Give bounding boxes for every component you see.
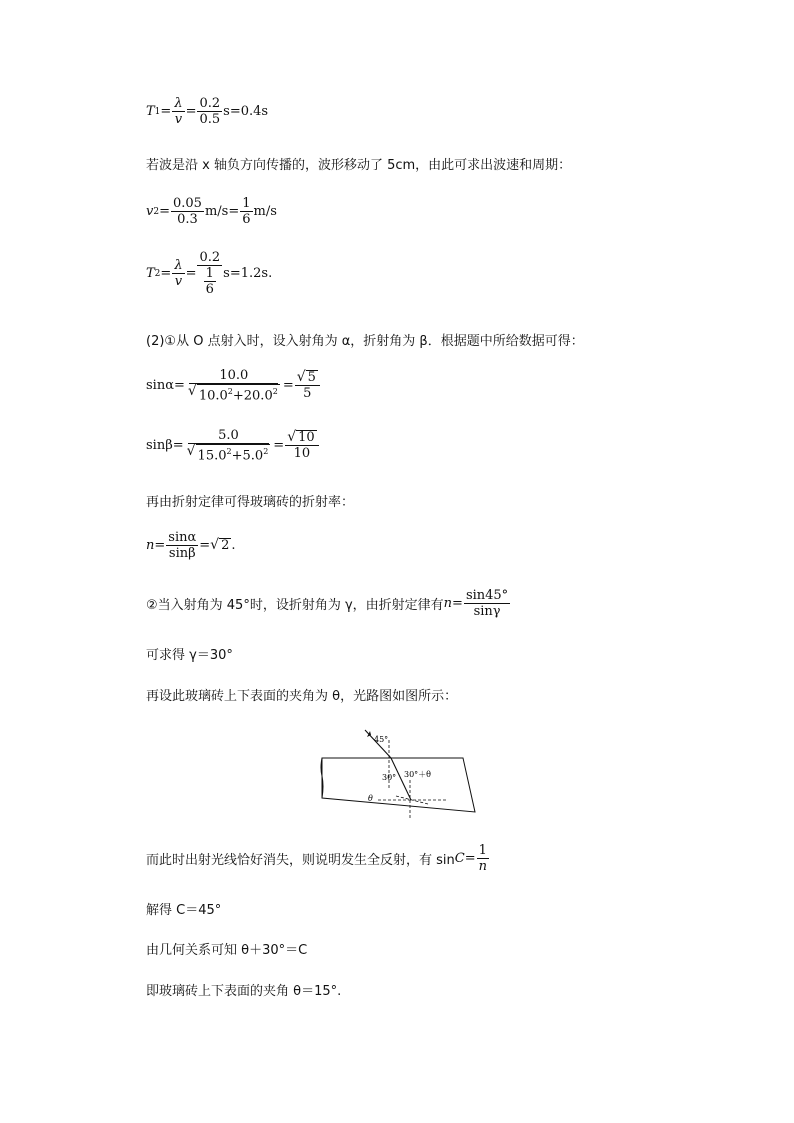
fraction-result	[295, 370, 320, 401]
numerator: λ	[174, 96, 183, 111]
numerator: 0.2	[199, 250, 221, 265]
radicand: 10	[298, 430, 315, 446]
fraction-speed	[171, 196, 204, 227]
result: s=1.2s.	[223, 266, 273, 281]
denominator: 10	[293, 446, 311, 462]
denominator	[186, 384, 282, 403]
equals: =	[160, 266, 172, 281]
equation-T1	[146, 96, 268, 127]
denominator	[201, 266, 219, 297]
numerator: λ	[174, 258, 183, 273]
square-root: √ 2	[210, 537, 230, 553]
fraction-sin45-singamma	[464, 588, 510, 619]
period: .	[231, 538, 236, 553]
exponent: 2	[227, 387, 233, 396]
plus: +	[231, 448, 243, 464]
fraction-one-over-n	[477, 843, 489, 874]
equals: =	[273, 438, 285, 454]
denominator: 6	[205, 282, 214, 297]
numerator: 1	[478, 843, 487, 858]
denominator	[185, 444, 273, 463]
var-T: T	[146, 104, 155, 119]
label-theta: θ	[368, 794, 373, 803]
text-negative-direction: 若波是沿 x 轴负方向传播的，波形移动了 5cm，由此可求出波速和周期：	[146, 158, 572, 173]
fraction-one-sixth	[240, 196, 252, 227]
text-final-answer: 即玻璃砖上下表面的夹角 θ＝15°.	[146, 984, 342, 999]
denominator: 0.3	[177, 212, 198, 227]
fraction-one-sixth	[204, 266, 216, 297]
fraction-nested	[197, 250, 222, 297]
unit: m/s	[253, 204, 277, 219]
fraction-sin-beta	[185, 428, 273, 463]
exponent: 2	[272, 387, 278, 396]
equals: =	[464, 851, 476, 866]
fraction-result	[285, 430, 318, 461]
radicand: 2	[221, 538, 230, 553]
denominator: n	[478, 859, 487, 874]
denominator: 0.5	[199, 112, 221, 127]
fraction-sin-alpha	[186, 368, 282, 403]
text-refraction-law: 再由折射定律可得玻璃砖的折射率：	[146, 495, 355, 510]
equals: =	[199, 538, 211, 553]
numerator: 5.0	[188, 428, 269, 444]
fraction-lambda-v	[172, 96, 184, 127]
text-C-result: 解得 C＝45°	[146, 903, 222, 918]
var-v: v	[146, 204, 154, 219]
var-C: C	[454, 851, 465, 866]
equation-n	[146, 530, 236, 561]
text-total-reflection	[146, 843, 490, 874]
denominator: 5	[303, 386, 312, 402]
subscript: 1	[154, 106, 161, 117]
equation-sin-alpha	[146, 368, 321, 403]
sentence: ②当入射角为 45°时，设折射角为 γ，由折射定律有	[146, 598, 444, 613]
equals: =	[159, 204, 170, 219]
numerator	[295, 370, 320, 386]
equation-T2	[146, 250, 272, 297]
denominator: sinγ	[473, 604, 501, 619]
square-root: √ 5	[296, 369, 316, 386]
light-path-diagram	[318, 728, 478, 820]
text-part2: (2)①从 O 点射入时，设入射角为 α，折射角为 β．根据题中所给数据可得：	[146, 334, 584, 349]
result: s=0.4s	[223, 104, 269, 119]
unit-equals: m/s=	[204, 204, 240, 219]
numerator: 1	[242, 196, 251, 211]
numerator: sin45°	[465, 588, 509, 603]
equation-sin-beta	[146, 428, 320, 463]
text-theta-def: 再设此玻璃砖上下表面的夹角为 θ，光路图如图所示：	[146, 689, 458, 704]
square-root: √ 10	[287, 429, 315, 446]
equals: =	[173, 378, 185, 394]
denominator: sinβ	[168, 546, 196, 561]
equation-v2	[146, 196, 277, 227]
exponent: 2	[226, 447, 232, 456]
fraction-values	[197, 96, 222, 127]
text-geometry: 由几何关系可知 θ＋30°＝C	[146, 943, 308, 958]
denominator: v	[174, 112, 183, 127]
numerator: 1	[205, 266, 214, 281]
sin-alpha: sinα	[146, 378, 174, 394]
numerator: 0.05	[173, 196, 202, 211]
fraction-sin-ratio	[166, 530, 198, 561]
denominator: 6	[242, 212, 251, 227]
fraction-lambda-v	[172, 258, 184, 289]
label-30-theta: 30°＋θ	[404, 770, 431, 779]
equals: =	[154, 538, 166, 553]
numerator: sinα	[168, 530, 197, 545]
exponent: 2	[263, 447, 269, 456]
equals: =	[185, 104, 197, 119]
var-n: n	[443, 596, 453, 611]
text-gamma-result: 可求得 γ＝30°	[146, 648, 233, 663]
equals: =	[282, 378, 294, 394]
label-30: 30°	[382, 773, 397, 782]
sin-beta: sinβ	[146, 438, 173, 454]
text-incident-45	[146, 588, 511, 619]
denominator: v	[174, 274, 183, 289]
numerator	[285, 430, 318, 446]
subscript: 2	[154, 268, 161, 279]
term-b: 5.0	[242, 448, 264, 464]
term-b: 20.0	[243, 388, 273, 404]
var-T: T	[146, 266, 155, 281]
square-root: √ $10.0^2+20.0^2$	[187, 383, 278, 404]
numerator: 10.0	[189, 368, 278, 384]
label-45: 45°	[374, 735, 389, 744]
subscript: 2	[153, 206, 160, 217]
square-root: √ $15.0^2+5.0^2$	[186, 443, 269, 464]
term-a: 15.0	[197, 448, 227, 464]
plus: +	[232, 388, 244, 404]
equals: =	[452, 596, 463, 611]
equals: =	[160, 104, 172, 119]
term-a: 10.0	[198, 388, 228, 404]
numerator: 0.2	[199, 96, 221, 111]
equals: =	[185, 266, 197, 281]
radicand: 5	[307, 370, 316, 386]
var-n: n	[146, 538, 155, 553]
equals: =	[172, 438, 184, 454]
sentence: 而此时出射光线恰好消失，则说明发生全反射，有 sin	[146, 853, 455, 868]
glass-outline	[322, 758, 475, 812]
